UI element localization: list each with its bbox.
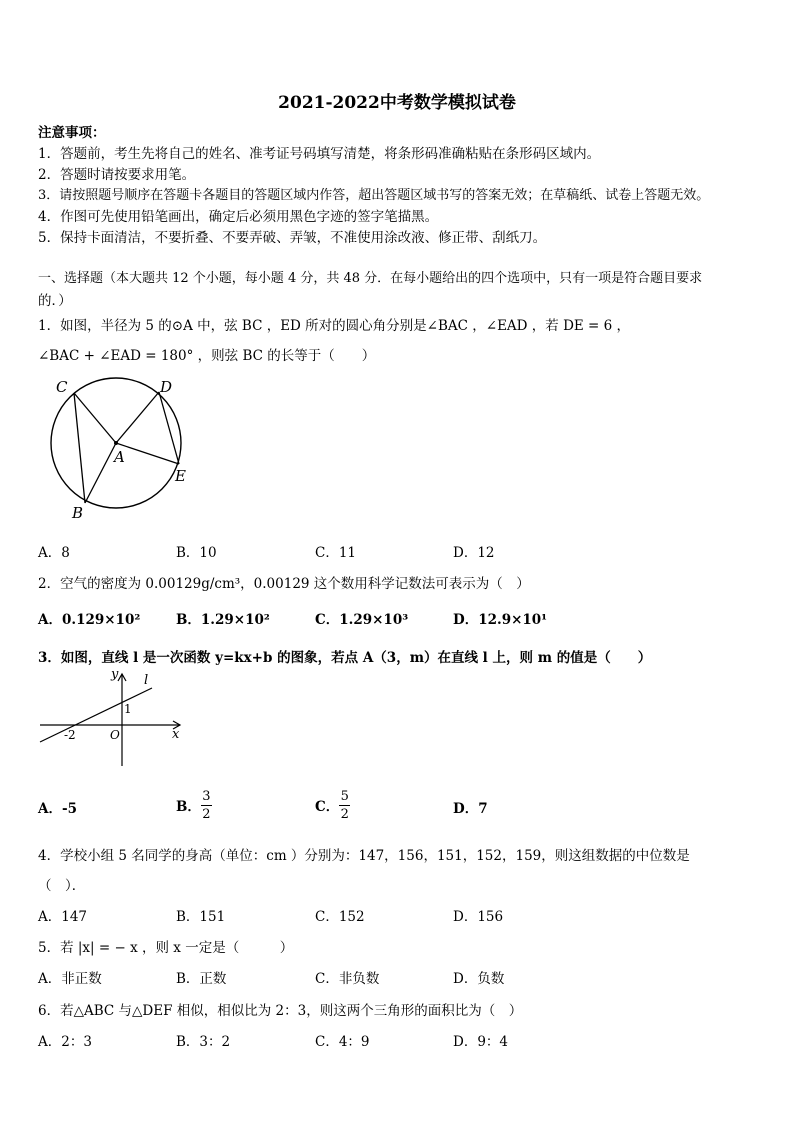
option-b-label: B． xyxy=(176,799,201,815)
label-o: O xyxy=(110,728,120,742)
section-heading-cont: 的．） xyxy=(38,293,72,309)
option-c-label: C． xyxy=(315,799,340,815)
notice-item: 2．答题时请按要求用笔。 xyxy=(38,167,196,183)
option-a[interactable]: A．8 xyxy=(38,545,70,561)
option-d[interactable]: D．12.9×10¹ xyxy=(453,612,548,628)
label-neg2: -2 xyxy=(64,728,76,742)
option-a[interactable]: A．-5 xyxy=(38,801,77,817)
option-c[interactable]: C．1.29×10³ xyxy=(315,612,409,628)
notice-item: 1．答题前，考生先将自己的姓名、准考证号码填写清楚，将条形码准确粘贴在条形码区域内。 xyxy=(38,146,601,162)
option-c[interactable]: C．非负数 xyxy=(315,971,380,987)
option-a[interactable]: A．非正数 xyxy=(38,971,102,987)
option-b[interactable] xyxy=(176,783,212,827)
notice-item: 3．请按照题号顺序在答题卡各题目的答题区域内作答，超出答题区域书写的答案无效；在草稿纸、试卷上答题无效。 xyxy=(38,188,710,203)
numerator: 5 xyxy=(340,788,349,804)
label-d: D xyxy=(160,378,173,396)
label-b: B xyxy=(72,504,84,522)
question-2-stem: 2．空气的密度为 0.00129g/cm³，0.00129 这个数用科学记数法可表示为（ ） xyxy=(38,576,530,592)
notice-item: 4．作图可先使用铅笔画出，确定后必须用黑色字迹的签字笔描黑。 xyxy=(38,209,439,225)
fraction xyxy=(201,789,212,822)
label-l: l xyxy=(144,673,149,688)
option-d[interactable]: D．负数 xyxy=(453,971,505,987)
option-d[interactable]: D．12 xyxy=(453,545,495,561)
section-heading: 一、选择题（本大题共 12 个小题，每小题 4 分，共 48 分．在每小题给出的四个选项中，只有一项是符合题目要求 xyxy=(38,271,703,286)
option-b[interactable]: B．151 xyxy=(176,909,226,925)
label-x: x xyxy=(172,727,180,742)
option-d[interactable]: D．7 xyxy=(453,801,488,817)
option-a[interactable]: A．2：3 xyxy=(38,1034,92,1050)
notice-item: 5．保持卡面清洁，不要折叠、不要弄破、弄皱，不准使用涂改液、修正带、刮纸刀。 xyxy=(38,230,547,246)
label-c: C xyxy=(56,378,68,396)
option-b[interactable]: B．10 xyxy=(176,545,217,561)
circle-figure xyxy=(38,375,198,525)
question-3-stem: 3．如图，直线 l 是一次函数 y=kx+b 的图象，若点 A（3，m）在直线 l 上，则 m 的值是（ ） xyxy=(38,650,652,666)
option-c[interactable]: C．11 xyxy=(315,545,357,561)
option-b[interactable]: B．3：2 xyxy=(176,1034,231,1050)
question-5-stem: 5．若 |x| = − x ，则 x 一定是（ ） xyxy=(38,940,294,956)
option-b[interactable]: B．正数 xyxy=(176,971,227,987)
numerator: 3 xyxy=(202,788,211,804)
line-graph-figure xyxy=(38,668,188,773)
question-1-line1: 1．如图，半径为 5 的⊙A 中，弦 BC ，ED 所对的圆心角分别是∠BAC ，∠EAD ，若 DE = 6 ， xyxy=(38,318,631,334)
label-a: A xyxy=(114,448,125,466)
question-4-line2: （ ）． xyxy=(38,878,86,894)
option-c[interactable]: C．152 xyxy=(315,909,365,925)
option-d[interactable]: D．9：4 xyxy=(453,1034,509,1050)
option-d[interactable]: D．156 xyxy=(453,909,504,925)
fraction xyxy=(339,789,350,822)
question-1-line2: ∠BAC + ∠EAD = 180° ，则弦 BC 的长等于（ ） xyxy=(38,348,376,364)
denominator: 2 xyxy=(340,806,349,822)
option-c[interactable]: C．4：9 xyxy=(315,1034,370,1050)
label-e: E xyxy=(175,467,186,485)
question-6-stem: 6．若△ABC 与△DEF 相似，相似比为 2：3，则这两个三角形的面积比为（ ） xyxy=(38,1003,523,1019)
option-a[interactable]: A．147 xyxy=(38,909,88,925)
option-c[interactable] xyxy=(315,783,350,827)
page-title: 2021-2022中考数学模拟试卷 xyxy=(278,93,516,113)
denominator: 2 xyxy=(202,806,211,822)
label-y: y xyxy=(111,668,119,682)
label-one: 1 xyxy=(124,702,132,716)
notice-heading: 注意事项： xyxy=(38,125,106,141)
question-4-line1: 4．学校小组 5 名同学的身高（单位：cm ）分别为：147，156，151，152，159，则这组数据的中位数是 xyxy=(38,848,690,864)
option-a[interactable]: A．0.129×10² xyxy=(38,612,141,628)
option-b[interactable]: B．1.29×10² xyxy=(176,612,270,628)
